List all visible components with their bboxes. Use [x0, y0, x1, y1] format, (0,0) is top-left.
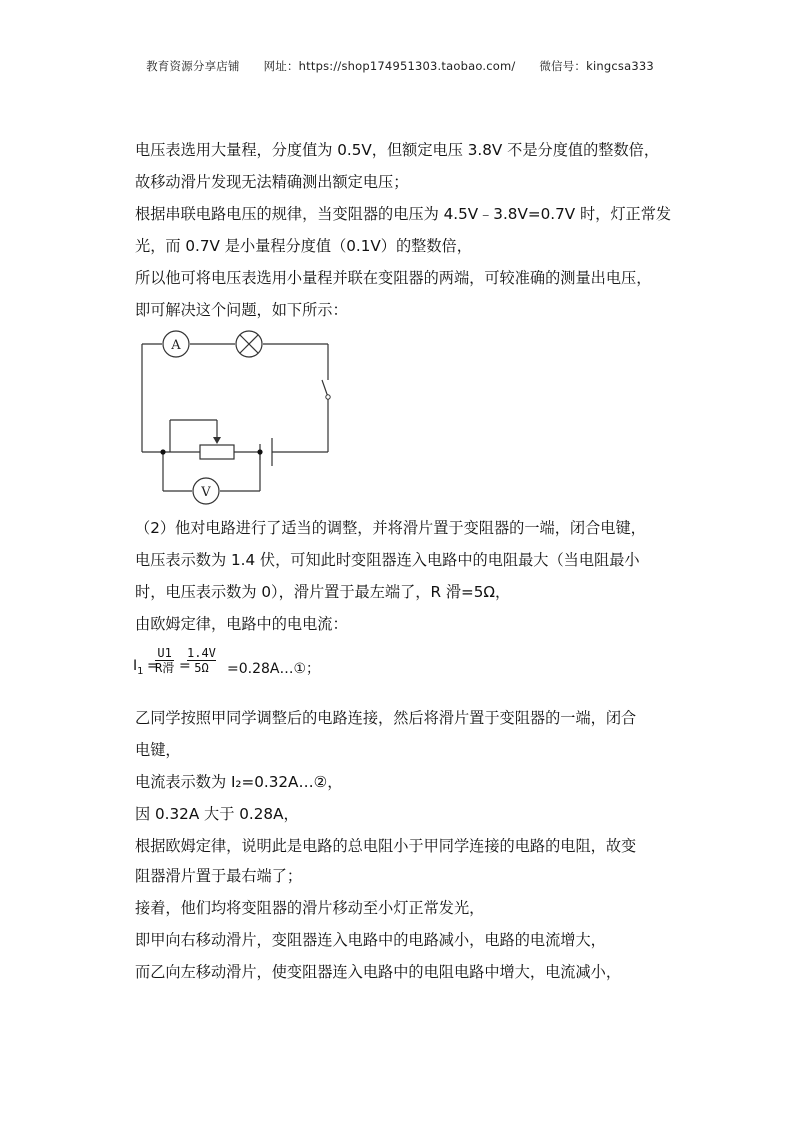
formula-lhs: $I_1$ — [133, 658, 144, 677]
circuit-diagram — [130, 325, 350, 505]
text-line: 电流表示数为 I₂=0.32A…②， — [135, 773, 343, 791]
text-line: 即甲向右移动滑片，变阻器连入电路中的电路减小，电路的电流增大， — [135, 931, 606, 949]
formula-frac-1: U1 R滑 — [155, 646, 175, 675]
shop-name: 教育资源分享店铺 — [146, 59, 240, 73]
text-line: 而乙向左移动滑片，使变阻器连入电路中的电阻电路中增大，电流减小， — [135, 963, 621, 981]
text-line: 根据串联电路电压的规律，当变阻器的电压为 4.5V﹣3.8V=0.7V 时，灯正常发 — [135, 205, 672, 223]
text-line: 根据欧姆定律，说明此是电路的总电阻小于甲同学连接的电路的电阻，故变 — [135, 837, 637, 855]
text-line: （2）他对电路进行了适当的调整，并将滑片置于变阻器的一端，闭合电键， — [135, 519, 646, 537]
formula-frac-2: $\frac{1.4V}{5\Omega}$ — [187, 646, 216, 675]
text-line: 接着，他们均将变阻器的滑片移动至小灯正常发光， — [135, 899, 485, 917]
rheostat — [200, 445, 234, 459]
text-line: 乙同学按照甲同学调整后的电路连接，然后将滑片置于变阻器的一端，闭合 — [135, 709, 637, 727]
text-line: 电键， — [135, 741, 181, 759]
page-header — [0, 58, 800, 74]
wechat-id: 微信号：kingcsa333 — [539, 59, 654, 73]
text-line: 时，电压表示数为 0），滑片置于最左端了，R 滑=5Ω， — [135, 583, 511, 601]
text-line: 因 0.32A 大于 0.28A， — [135, 805, 299, 823]
text-line: 所以他可将电压表选用小量程并联在变阻器的两端，可较准确的测量出电压， — [135, 269, 652, 287]
formula-result: =0.28A…①； — [227, 661, 321, 677]
text-line: 即可解决这个问题，如下所示： — [135, 301, 348, 319]
text-line: 电压表示数为 1.4 伏，可知此时变阻器连入电路中的电阻最大（当电阻最小 — [135, 551, 640, 569]
text-line: 阻器滑片置于最右端了； — [135, 867, 303, 885]
text-line: 电压表选用大量程，分度值为 0.5V，但额定电压 3.8V 不是分度值的整数倍， — [135, 141, 660, 159]
text-line: 故移动滑片发现无法精确测出额定电压； — [135, 173, 409, 191]
svg-text:V: V — [201, 485, 211, 500]
svg-text:A: A — [171, 338, 181, 353]
text-line: 光，而 0.7V 是小量程分度值（0.1V）的整数倍， — [135, 237, 472, 255]
ohm-formula: $I_1$ = U1 R滑 = $\frac{1.4V}{5\Omega}$ =0.28A…①； — [133, 646, 321, 677]
shop-url[interactable]: 网址：https://shop174951303.taobao.com/ — [263, 59, 516, 73]
text-line: 由欧姆定律，电路中的电电流： — [135, 615, 348, 633]
